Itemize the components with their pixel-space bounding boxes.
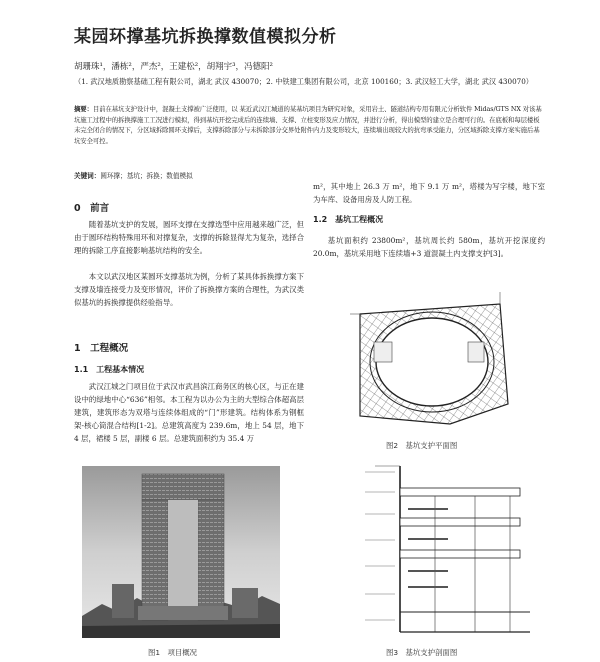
pit-overview-paragraph: 基坑面积约 23800m²，基坑周长约 580m，基坑开挖深度约 20.0m，基坑采用地下连续墙+3 道混凝土内支撑支护[3]。: [313, 236, 545, 258]
subsection-heading-pit: 1.2 基坑工程概况: [313, 215, 384, 224]
keywords-label: 关键词：: [74, 172, 101, 180]
project-photo: [82, 466, 280, 638]
figure-1-caption: 图1 项目概况: [148, 648, 198, 657]
support-plan-diagram: [340, 284, 520, 434]
paper-title: 某园环撑基坑拆换撑数值模拟分析: [74, 27, 337, 47]
affiliations: （1. 武汉地质勘察基础工程有限公司，湖北 武汉 430070；2. 中铁建工集团有限公司，北京 100160；3. 武汉轻工大学，湖北 武汉 430070）: [74, 77, 533, 86]
abstract: [74, 104, 544, 146]
section-heading-intro: 0 前言: [74, 203, 110, 214]
subsection-heading-basic: 1.1 工程基本情况: [74, 365, 145, 374]
abstract-label: 摘要：: [74, 105, 93, 113]
intro-paragraph-2: 本文以武汉地区某圆环支撑基坑为例，分析了某具体拆换撑方案下支撑及墙连接受力及变形情况，评价了拆换撑方案的合理性，为武汉类似基坑的拆换撑提供经验指导。: [74, 272, 304, 307]
keywords-text: 圆环撑；基坑；拆换；数值模拟: [100, 172, 193, 180]
abstract-text: 目前在基坑支护设计中，混凝土支撑被广泛使用，以 ​​​​某近武汉江城道的某基坑项目为研究对象，采用岩土、隧道结构专用有限元分析软件 Midas/GTS NX 对该基坑施工过程中的拆换撑施工工况进行模拟，得到基坑开挖完成后的连续墙、支撑、立柱变形及应力情况，并进行分析，得出模型的建立是合理可行的。在底板和每层楼板未完全闭合的情况下，分区域拆除圆环支撑后，支撑拆除部分与未拆除部分交界处附件内力及变形较大，连续墙出现较大的抗弯承受能力，分区域拆除支撑方案实施后基坑安全可控。: [74, 105, 542, 145]
figure-2-caption: 图2 基坑支护平面图: [386, 441, 458, 450]
basic-info-paragraph: 武汉江城之门项目位于武汉市武昌滨江商务区的核心区，与正在建设中的绿地中心“636”相邻。本工程为以办公为主的大型综合体超高层建筑，建筑形态为双塔与连续体组成的“门”形建筑。结构体系为钢框架-核心筒混合结构[1-2]。总建筑高度为 239.6m，地上 54 层，地下 4 层，裙楼 5 层，副楼 6 层。总建筑面积约为 35.4 万: [74, 382, 304, 443]
support-section-diagram: [345, 462, 535, 640]
figure-3-caption: 图3 基坑支护剖面图: [386, 648, 458, 657]
keywords: [74, 170, 544, 180]
author-list: 胡珊珠¹，潘栋²，严杰²，王建松²，胡翔宇³，冯德阳²: [74, 62, 273, 72]
section-heading-overview: 1 工程概况: [74, 343, 129, 354]
intro-paragraph-1: 随着基坑支护的发展，圆环支撑在支撑选型中应用越来越广泛，但由于圆环结构特殊用环和对撑复杂，支撑的拆除显得尤为复杂，选择合理的拆除工序直接影响基坑结构的安全。: [74, 220, 304, 255]
basic-info-continued: m²，其中地上 26.3 万 m²，地下 9.1 万 m²，塔楼为写字楼，地下室为车库、设备用房及人防工程。: [313, 182, 545, 204]
